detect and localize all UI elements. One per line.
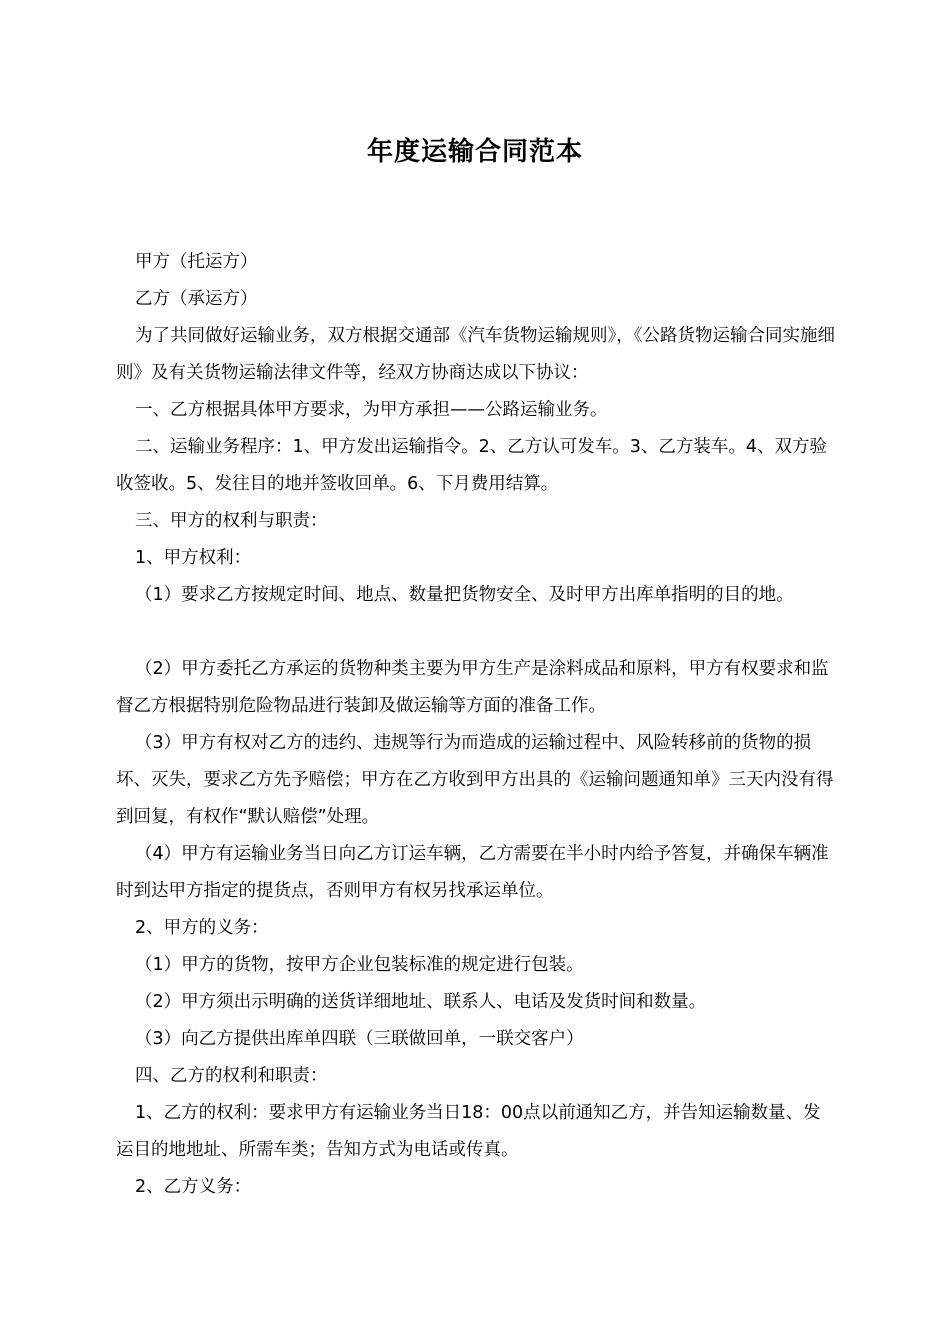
- party-a-right-1: （1）要求乙方按规定时间、地点、数量把货物安全、及时甲方出库单指明的目的地。: [135, 585, 794, 605]
- party-b-rights: 1、乙方的权利：要求甲方有运输业务当日18：00点以前通知乙方，并告知运输数量、发运目的地地址、所需车类；告知方式为电话或传真。: [116, 1103, 821, 1160]
- party-a-duty-2: （2）甲方须出示明确的送货详细地址、联系人、电话及发货时间和数量。: [135, 992, 707, 1012]
- party-b-line: 乙方（承运方）: [135, 289, 258, 309]
- clause-1: 一、乙方根据具体甲方要求，为甲方承担——公路运输业务。: [135, 400, 608, 420]
- party-a-duty-3: （3）向乙方提供出库单四联（三联做回单，一联交客户）: [135, 1029, 584, 1049]
- party-a-right-3: （3）甲方有权对乙方的违约、违规等行为而造成的运输过程中、风险转移前的货物的损坏、灭失，要求乙方先予赔偿；甲方在乙方收到甲方出具的《运输问题通知单》三天内没有得到回复，有权作“默认赔偿”处理。: [116, 733, 834, 827]
- party-a-duties-heading: 2、甲方的义务：: [135, 918, 269, 938]
- document-title: 年度运输合同范本: [366, 137, 583, 167]
- party-a-right-4: （4）甲方有运输业务当日向乙方订运车辆，乙方需要在半小时内给予答复，并确保车辆准时到达甲方指定的提货点，否则甲方有权另找承运单位。: [116, 844, 829, 901]
- clause-2: 二、运输业务程序：1、甲方发出运输指令。2、乙方认可发车。3、乙方装车。4、双方验收签收。5、发往目的地并签收回单。6、下月费用结算。: [116, 437, 828, 494]
- preamble-paragraph: 为了共同做好运输业务，双方根据交通部《汽车货物运输规则》，《公路货物运输合同实施细则》及有关货物运输法律文件等，经双方协商达成以下协议：: [116, 326, 835, 383]
- party-a-duty-1: （1）甲方的货物，按甲方企业包装标准的规定进行包装。: [135, 955, 584, 975]
- party-a-right-2: （2）甲方委托乙方承运的货物种类主要为甲方生产是涂料成品和原料，甲方有权要求和监督乙方根据特别危险物品进行装卸及做运输等方面的准备工作。: [116, 659, 829, 716]
- party-a-rights-heading: 1、甲方权利：: [135, 548, 252, 568]
- party-b-duties-heading: 2、乙方义务：: [135, 1177, 252, 1197]
- party-a-line: 甲方（托运方）: [135, 252, 258, 272]
- clause-4-heading: 四、乙方的权利和职责：: [135, 1066, 328, 1086]
- clause-3-heading: 三、甲方的权利与职责：: [135, 511, 328, 531]
- document-body: [116, 244, 836, 1206]
